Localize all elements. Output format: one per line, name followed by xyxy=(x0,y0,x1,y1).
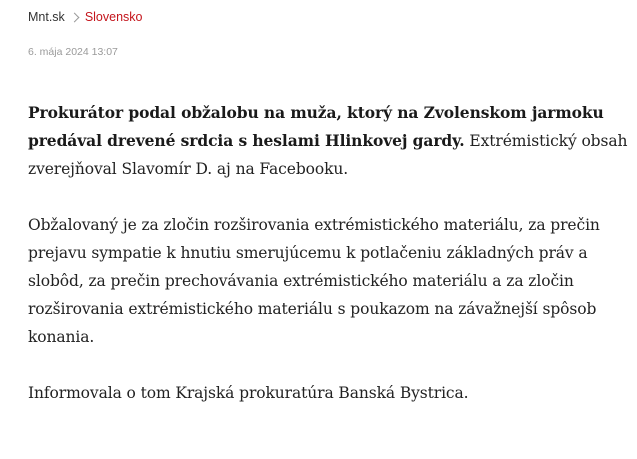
breadcrumb-site-link[interactable]: Mnt.sk xyxy=(28,10,65,24)
article-body xyxy=(28,99,628,407)
body-paragraph: Informovala o tom Krajská prokuratúra Banská Bystrica. xyxy=(28,384,469,402)
breadcrumb xyxy=(28,8,143,26)
lead-rest-text: Extrémistický obsah zverejňoval Slavomír D. aj na Facebooku. xyxy=(28,132,628,178)
lead-paragraph xyxy=(28,99,628,183)
body-paragraph: Obžalovaný je za zločin rozširovania extrémistického materiálu, za prečin prejavu sympatie k hnutiu smerujúcemu k potlačeniu základných práv a slobôd, za prečin prechovávania extrémistického materiálu a za zločin rozširovania extrémistického materiálu s poukazom na závažnejší spôsob konania. xyxy=(28,216,600,346)
chevron-right-icon xyxy=(69,12,79,22)
publish-date: 6. mája 2024 13:07 xyxy=(28,46,118,58)
breadcrumb-section-link[interactable]: Slovensko xyxy=(84,10,143,24)
lead-bold-text: Prokurátor podal obžalobu na muža, ktorý na Zvolenskom jarmoku predával drevené srdcia s heslami Hlinkovej gardy. xyxy=(28,103,604,150)
